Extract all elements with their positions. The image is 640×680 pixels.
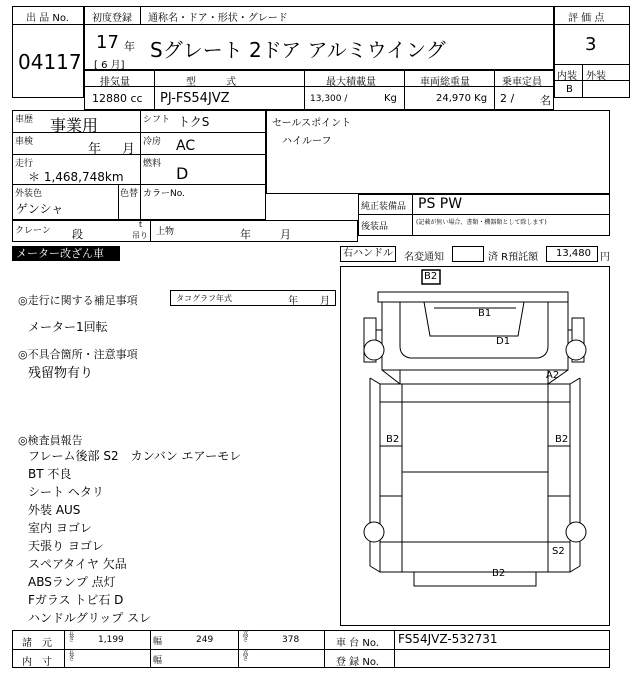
lot-number-label: 出 品 No. (26, 13, 69, 24)
capacity-unit: 名 (540, 94, 551, 107)
color-code-label: カラーNo. (143, 189, 185, 199)
damage-mark-a2: A2 (546, 370, 560, 381)
registration-year-unit: 年 (124, 40, 135, 53)
interior-grade-label: 内装 (557, 71, 577, 82)
damage-mark-s2: S2 (552, 546, 565, 557)
report-line: ハンドルグリップ スレ (28, 611, 152, 625)
travel-notes-title: ◎走行に関する補足事項 (18, 294, 138, 307)
truck-diagram (340, 266, 610, 626)
aftermarket-note: (記載が無い場合、書類・機器類として除します) (416, 219, 547, 226)
exterior-grade-label: 外装 (586, 71, 606, 82)
displacement-label: 排気量 (100, 77, 130, 88)
model-name-label: 通称名・ドア・形状・グレード (148, 13, 288, 24)
report-line: 外装 AUS (28, 503, 81, 517)
handle-box: 右ハンドル (340, 246, 396, 262)
recycle-unit: 円 (600, 252, 610, 263)
height-label: 高さ (241, 631, 248, 641)
report-line: シート ヘタリ (28, 485, 104, 499)
dims-label: 諸 元 (22, 638, 52, 649)
grade-value: 3 (585, 34, 597, 55)
defects-title: ◎不具合箇所・注意事項 (18, 348, 138, 361)
report-line: スペアタイヤ 欠品 (28, 557, 127, 571)
lot-number: 04117 (18, 50, 82, 74)
interior-width-label: 幅 (153, 656, 163, 666)
color-change-label: 色替 (120, 189, 139, 199)
loading-year: 年 (240, 228, 251, 241)
capacity: 2 / (500, 92, 515, 105)
fuel-label: 燃料 (143, 159, 162, 169)
report-line: BT 不良 (28, 467, 72, 481)
max-load-label: 最大積載量 (326, 77, 376, 88)
equipment-label: 純正装備品 (361, 202, 407, 212)
length-label: 長さ (67, 631, 74, 641)
history-label: 車歴 (15, 115, 34, 125)
chassis-label: 車 台 No. (336, 638, 379, 649)
loading-month: 月 (280, 228, 291, 241)
width-label: 幅 (153, 637, 163, 647)
gross-weight-label: 車両総重量 (420, 77, 470, 88)
crane-row (12, 220, 358, 242)
grade-label: 評 価 点 (568, 13, 605, 24)
model-name: Sグレート 2ドア アルミウイング (150, 38, 446, 62)
displacement: 12880 cc (92, 92, 143, 105)
registration-year: 17 (96, 32, 119, 53)
inspector-report-title: ◎検査員報告 (18, 434, 83, 447)
length-value: 1,199 (98, 635, 124, 645)
interior-dims-label: 内 寸 (22, 657, 52, 668)
meter-tampered-banner: メーター改ざん車 (12, 246, 120, 261)
gross-weight: 24,970 Kg (436, 93, 488, 104)
color-label: 外装色 (15, 189, 43, 199)
model-code-label: 型 式 (186, 77, 236, 88)
damage-mark-b2-top: B2 (424, 271, 438, 282)
tachograph-label: タコグラフ年式 (176, 294, 232, 303)
report-line: ABSランプ 点灯 (28, 575, 116, 589)
chassis-value: FS54JVZ-532731 (398, 632, 498, 646)
damage-mark-b2-right: B2 (555, 434, 569, 445)
max-load-unit: Kg (384, 93, 397, 104)
registration-month: [ 6 月] (94, 60, 125, 71)
interior-grade: B (566, 84, 573, 95)
damage-mark-d1: D1 (496, 336, 511, 347)
mileage: ＊ 1,468,748km (28, 170, 124, 184)
max-load: 13,300 / (310, 94, 348, 104)
tachograph-month: 月 (320, 296, 330, 307)
crane-ton-unit: t (139, 220, 143, 229)
inspection-month: 月 (122, 142, 136, 157)
width-value: 249 (196, 635, 214, 645)
sales-points-label: セールスポイント (272, 118, 352, 129)
first-registration-label: 初度登録 (92, 13, 132, 24)
tachograph-year: 年 (288, 296, 298, 307)
capacity-label: 乗車定員 (502, 77, 542, 88)
sales-points-text: ハイルーフ (282, 136, 332, 147)
loading-label: 上物 (156, 227, 175, 237)
recycle-value: 13,480 (556, 248, 591, 259)
ac-label: 冷房 (143, 137, 162, 147)
registration-no-label: 登 録 No. (336, 657, 379, 668)
recycle-label: 済 R預託額 (488, 252, 539, 263)
report-line: Fガラス トビ石 D (28, 593, 124, 607)
ownership-box (452, 246, 484, 262)
model-code: PJ-FS54JVZ (160, 91, 230, 106)
color: ゲンシャ (16, 202, 64, 216)
ownership-label: 名変通知 (404, 252, 444, 263)
crane-lift-label: 吊り (132, 231, 148, 240)
inspection-year: 年 (88, 142, 102, 157)
travel-notes-text: メーター1回転 (28, 320, 108, 334)
shift: トクS (178, 115, 210, 129)
inspection-label: 車検 (15, 137, 34, 147)
equipment-value: PS PW (418, 196, 463, 212)
shift-label: シフト (143, 115, 171, 125)
crane-stage-unit: 段 (72, 228, 83, 241)
mileage-label: 走行 (15, 159, 34, 169)
ac: AC (176, 138, 196, 154)
aftermarket-label: 後装品 (361, 222, 389, 232)
crane-label: クレーン (15, 226, 51, 236)
height-value: 378 (282, 635, 300, 645)
defects-text: 残留物有り (28, 366, 94, 381)
report-line: 室内 ヨゴレ (28, 521, 92, 535)
damage-mark-b1: B1 (478, 308, 492, 319)
interior-length-label: 長さ (67, 650, 74, 660)
report-line: 天張り ヨゴレ (28, 539, 104, 553)
damage-mark-b2-bottom: B2 (492, 568, 506, 579)
interior-height-label: 高さ (241, 650, 248, 660)
history: 事業用 (50, 116, 99, 135)
report-line: フレーム後部 S2 カンバン エアーモレ (28, 449, 242, 463)
damage-mark-b2-left: B2 (386, 434, 400, 445)
fuel: D (176, 164, 189, 183)
